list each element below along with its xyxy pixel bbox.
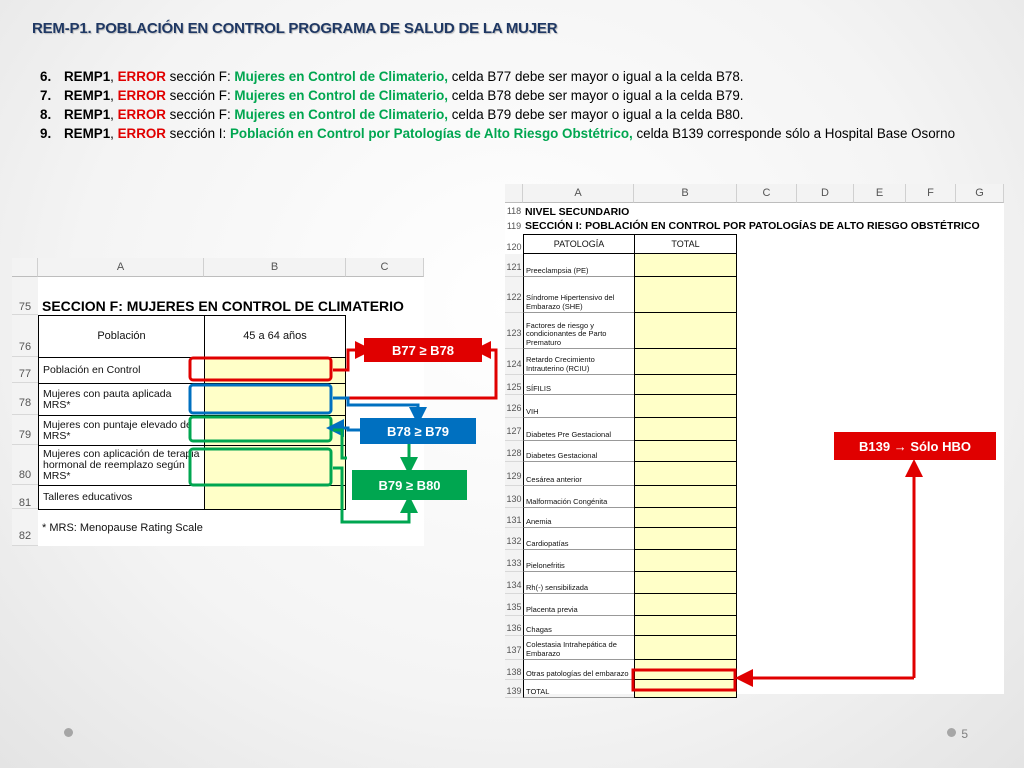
- section-i-heading: SECCIÓN I: POBLACIÓN EN CONTROL POR PATOLOGÍAS DE ALTO RIESGO OBSTÉTRICO: [525, 220, 980, 232]
- row-number: 122: [505, 277, 523, 313]
- item-error: ERROR: [117, 88, 166, 103]
- item-prefix: REMP1: [64, 107, 111, 122]
- row-number: 127: [505, 418, 523, 441]
- item-rest: celda B139 corresponde sólo a Hospital Base Osorno: [632, 126, 956, 141]
- row-number: 136: [505, 616, 523, 636]
- highlight-b77: [190, 358, 331, 380]
- list-item: 6. REMP1, ERROR sección F: Mujeres en Control de Climaterio, celda B77 debe ser mayor o igual a la celda B78.: [40, 69, 744, 84]
- header-total: TOTAL: [634, 234, 737, 254]
- col-header-c: C: [346, 258, 424, 277]
- pathology-label: Retardo Crecimiento Intrauterino (RCIU): [523, 349, 635, 375]
- header-poblacion: Población: [38, 315, 205, 358]
- row-number: 118: [506, 206, 522, 216]
- item-number: 9.: [40, 126, 52, 141]
- row-label: Talleres educativos: [38, 485, 205, 510]
- item-section: sección F:: [165, 107, 235, 122]
- item-error: ERROR: [117, 126, 166, 141]
- item-rest: celda B77 debe ser mayor o igual a la celda B78.: [447, 69, 744, 84]
- highlight-b139: [633, 670, 735, 690]
- col-header: A: [523, 184, 634, 203]
- row-number: 120: [506, 242, 522, 252]
- pathology-label: Colestasia Intrahepática de Embarazo: [523, 636, 635, 660]
- header-patologia: PATOLOGÍA: [523, 234, 635, 254]
- item-section: sección F:: [165, 69, 235, 84]
- nav-dot-right: [947, 728, 956, 737]
- pathology-label: TOTAL: [523, 680, 635, 698]
- row-number: 124: [505, 349, 523, 375]
- row-label: Mujeres con aplicación de terapia hormonal de reemplazo según MRS*: [38, 445, 205, 486]
- col-header-a: A: [38, 258, 204, 277]
- section-f-heading: SECCION F: MUJERES EN CONTROL DE CLIMATERIO: [42, 298, 404, 314]
- col-header: F: [906, 184, 956, 203]
- row-number: 135: [505, 594, 523, 616]
- row-label: Mujeres con puntaje elevado de MRS*: [38, 415, 205, 446]
- row-number: 121: [505, 254, 523, 277]
- row-number: 131: [505, 508, 523, 528]
- row-label: Mujeres con pauta aplicada MRS*: [38, 383, 205, 416]
- col-header: D: [797, 184, 854, 203]
- row-number: 77: [12, 357, 38, 383]
- pathology-label: VIH: [523, 395, 635, 418]
- slide-title: REM-P1. POBLACIÓN EN CONTROL PROGRAMA DE SALUD DE LA MUJER: [32, 20, 558, 37]
- pathology-label: Rh(-) sensibilizada: [523, 572, 635, 594]
- row-label: Población en Control: [38, 357, 205, 384]
- pathology-label: Preeclampsia (PE): [523, 254, 635, 277]
- green-arrow: [333, 430, 347, 458]
- row-number: 137: [505, 636, 523, 660]
- highlight-b80: [190, 449, 331, 485]
- row-number: 80: [12, 445, 38, 485]
- item-rest: celda B78 debe ser mayor o igual a la celda B79.: [447, 88, 744, 103]
- nivel-heading: NIVEL SECUNDARIO: [525, 206, 630, 218]
- row-number: 134: [505, 572, 523, 594]
- col-header: B: [634, 184, 737, 203]
- row-number: 126: [505, 395, 523, 418]
- pathology-label: Factores de riesgo y condicionantes de Parto Prematuro: [523, 313, 635, 349]
- list-item: 7. REMP1, ERROR sección F: Mujeres en Control de Climaterio, celda B78 debe ser mayor o igual a la celda B79.: [40, 88, 744, 103]
- col-header: C: [737, 184, 797, 203]
- pathology-label: Diabetes Gestacional: [523, 441, 635, 462]
- item-prefix: REMP1: [64, 88, 111, 103]
- row-number: 129: [505, 462, 523, 486]
- pathology-label: SÍFILIS: [523, 375, 635, 395]
- badge-b77-b78: B77 ≥ B78: [364, 338, 482, 362]
- col-header-b: B: [204, 258, 346, 277]
- col-header: E: [854, 184, 906, 203]
- item-number: 6.: [40, 69, 52, 84]
- row-number: 79: [12, 415, 38, 445]
- footnote: * MRS: Menopause Rating Scale: [42, 522, 203, 534]
- row-number: 82: [12, 509, 38, 546]
- row-number: 138: [505, 660, 523, 680]
- badge-b79-b80: B79 ≥ B80: [352, 470, 467, 500]
- nav-dot-left: [64, 728, 73, 737]
- highlight-b78: [190, 385, 331, 413]
- list-item: 8. REMP1, ERROR sección F: Mujeres en Control de Climaterio, celda B79 debe ser mayor o igual a la celda B80.: [40, 107, 744, 122]
- row-number: 76: [12, 315, 38, 357]
- pathology-label: Chagas: [523, 616, 635, 636]
- badge-b78-b79: B78 ≥ B79: [360, 418, 476, 444]
- item-section: sección F:: [165, 88, 235, 103]
- item-prefix: REMP1: [64, 126, 111, 141]
- highlight-b79: [190, 417, 331, 441]
- item-error: ERROR: [117, 69, 166, 84]
- item-section: sección I:: [165, 126, 230, 141]
- row-number: 139: [505, 680, 523, 698]
- row-number: 123: [505, 313, 523, 349]
- row-number: 130: [505, 486, 523, 508]
- item-highlight: Mujeres en Control de Climaterio,: [234, 107, 448, 122]
- row-number: 133: [505, 550, 523, 572]
- pathology-label: Síndrome Hipertensivo del Embarazo (SHE): [523, 277, 635, 313]
- row-number: 75: [12, 277, 38, 315]
- row-number: 132: [505, 528, 523, 550]
- item-number: 8.: [40, 107, 52, 122]
- header-age: 45 a 64 años: [204, 315, 346, 358]
- row-number: 128: [505, 441, 523, 462]
- pathology-label: Cardiopatías: [523, 528, 635, 550]
- red-arrow: [333, 350, 364, 370]
- item-highlight: Población en Control por Patologías de Alto Riesgo Obstétrico,: [229, 126, 633, 141]
- item-rest: celda B79 debe ser mayor o igual a la celda B80.: [447, 107, 744, 122]
- badge-b139: B139 → Sólo HBO: [834, 432, 996, 460]
- blue-arrow: [333, 398, 418, 416]
- row-number: 119: [506, 221, 522, 231]
- item-prefix: REMP1: [64, 69, 111, 84]
- pathology-label: Cesárea anterior: [523, 462, 635, 486]
- pathology-label: Otras patologías del embarazo: [523, 660, 635, 680]
- pathology-label: Diabetes Pre Gestacional: [523, 418, 635, 441]
- item-highlight: Mujeres en Control de Climaterio,: [234, 69, 448, 84]
- pathology-label: Pielonefritis: [523, 550, 635, 572]
- item-highlight: Mujeres en Control de Climaterio,: [234, 88, 448, 103]
- item-error: ERROR: [117, 107, 166, 122]
- col-header: G: [956, 184, 1004, 203]
- page-number: 5: [961, 727, 968, 741]
- row-number: 81: [12, 485, 38, 509]
- pathology-label: Placenta previa: [523, 594, 635, 616]
- row-number: 78: [12, 383, 38, 415]
- pathology-label: Anemia: [523, 508, 635, 528]
- row-number: 125: [505, 375, 523, 395]
- pathology-label: Malformación Congénita: [523, 486, 635, 508]
- list-item: 9. REMP1, ERROR sección I: Población en Control por Patologías de Alto Riesgo Obstétrico, celda B139 corresponde sólo a Hospital Base Osorno: [40, 126, 956, 141]
- item-number: 7.: [40, 88, 52, 103]
